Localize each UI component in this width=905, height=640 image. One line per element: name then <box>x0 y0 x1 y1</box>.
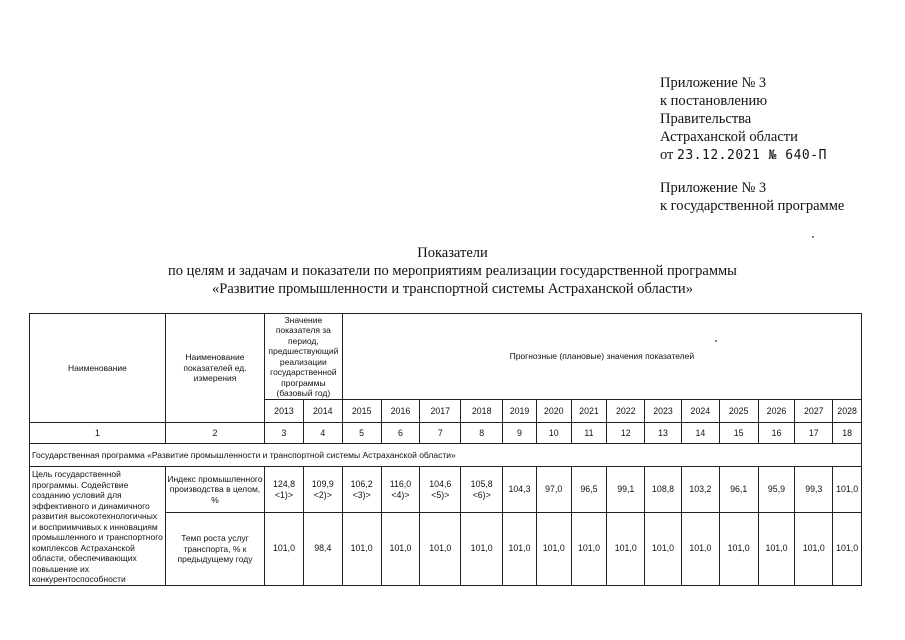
year-header-cell: 2024 <box>681 400 719 423</box>
value-cell <box>681 467 719 513</box>
value-cell <box>758 513 795 585</box>
value-number: 109,9 <box>311 478 334 489</box>
value-wrapper <box>573 484 606 495</box>
value-cell <box>645 467 682 513</box>
value-number: 103,2 <box>689 484 712 495</box>
value-number: 101,0 <box>542 543 565 554</box>
value-cell <box>607 467 645 513</box>
value-number: 108,8 <box>652 484 675 495</box>
annex-resolution-line: Астраханской области <box>660 129 798 145</box>
value-cell <box>795 513 833 585</box>
value-wrapper <box>266 479 302 501</box>
value-wrapper <box>646 484 680 495</box>
value-number: 101,0 <box>836 543 859 554</box>
column-number-cell: 12 <box>607 423 645 444</box>
value-wrapper <box>683 484 718 495</box>
year-header-cell: 2023 <box>645 400 682 423</box>
column-number-cell: 7 <box>420 423 461 444</box>
value-cell <box>833 467 862 513</box>
value-wrapper <box>266 543 302 554</box>
year-header-cell: 2017 <box>420 400 461 423</box>
column-number-cell: 1 <box>30 423 166 444</box>
annex-resolution-line: к постановлению <box>660 93 768 109</box>
value-wrapper <box>760 543 794 554</box>
value-wrapper <box>504 484 535 495</box>
column-number-cell: 3 <box>265 423 304 444</box>
value-cell <box>461 467 503 513</box>
year-header-cell: 2015 <box>342 400 381 423</box>
value-cell <box>719 467 758 513</box>
value-number: 101,0 <box>429 543 452 554</box>
header-indicator: Наименование показателей ед. измерения <box>165 314 264 423</box>
value-number: 101,0 <box>272 543 295 554</box>
value-cell <box>265 467 304 513</box>
value-cell <box>536 467 571 513</box>
value-cell <box>758 467 795 513</box>
year-header-cell: 2019 <box>503 400 537 423</box>
value-number: 95,9 <box>767 484 786 495</box>
year-header-cell: 2018 <box>461 400 503 423</box>
value-cell <box>607 513 645 585</box>
goal-cell: Цель государственной программы. Содействие созданию условий для эффективного и динамичного развития высокотехнологичных и восприимчивых к инновациям промышленного и транспортного комплексов Астраханской области, обеспечивающих повышение их конкурентоспособности <box>30 467 166 586</box>
column-number-cell: 6 <box>381 423 420 444</box>
value-number: 116,0 <box>389 478 412 489</box>
indicator-row <box>30 467 862 513</box>
column-number-cell: 9 <box>503 423 537 444</box>
value-wrapper <box>608 484 643 495</box>
value-footnote-ref: <5)> <box>431 489 450 500</box>
value-wrapper <box>421 479 459 501</box>
value-cell <box>503 467 537 513</box>
value-number: 101,0 <box>389 543 412 554</box>
indicator-name-cell: Темп роста услуг транспорта, % к предыдущему году <box>165 513 264 585</box>
value-number: 99,1 <box>617 484 635 495</box>
column-number-cell: 4 <box>303 423 342 444</box>
year-header-cell: 2020 <box>536 400 571 423</box>
value-wrapper <box>538 484 570 495</box>
value-number: 104,3 <box>508 484 531 495</box>
annex-resolution-title: Приложение № 3 <box>660 75 767 91</box>
value-wrapper <box>504 543 535 554</box>
value-wrapper <box>796 484 831 495</box>
value-cell <box>303 513 342 585</box>
value-wrapper <box>834 543 860 554</box>
year-header-cell: 2026 <box>758 400 795 423</box>
value-number: 98,4 <box>314 543 332 554</box>
value-number: 101,0 <box>836 484 859 495</box>
value-number: 101,0 <box>577 543 600 554</box>
value-cell <box>536 513 571 585</box>
value-number: 96,5 <box>580 484 598 495</box>
value-number: 101,0 <box>652 543 675 554</box>
year-header-cell: 2028 <box>833 400 862 423</box>
column-number-cell: 13 <box>645 423 682 444</box>
value-wrapper <box>796 543 831 554</box>
value-wrapper <box>383 479 419 501</box>
header-name: Наименование <box>30 314 166 423</box>
indicator-name-cell: Индекс промышленного производства в целом, % <box>165 467 264 513</box>
header-forecast: Прогнозные (плановые) значения показателей <box>342 314 861 400</box>
value-cell <box>342 467 381 513</box>
value-number: 101,0 <box>727 543 750 554</box>
value-footnote-ref: <6)> <box>472 489 491 500</box>
column-number-cell: 14 <box>681 423 719 444</box>
value-wrapper <box>760 484 794 495</box>
header-base-values: Значение показателя за период, предшествующий реализации государственной программы (базовый год) <box>265 314 343 400</box>
annex-resolution-block <box>660 74 827 165</box>
year-header-cell: 2022 <box>607 400 645 423</box>
value-wrapper <box>573 543 606 554</box>
value-cell <box>645 513 682 585</box>
scan-speck <box>812 236 814 238</box>
value-number: 124,8 <box>272 478 295 489</box>
column-number-cell: 16 <box>758 423 795 444</box>
value-number: 96,1 <box>730 484 748 495</box>
column-number-cell: 10 <box>536 423 571 444</box>
heading-title: Показатели <box>417 245 488 261</box>
value-number: 101,0 <box>350 543 373 554</box>
column-number-cell: 18 <box>833 423 862 444</box>
value-cell <box>795 467 833 513</box>
value-number: 105,8 <box>470 478 493 489</box>
value-cell <box>381 513 420 585</box>
column-number-cell: 17 <box>795 423 833 444</box>
value-wrapper <box>462 543 501 554</box>
value-number: 101,0 <box>689 543 712 554</box>
annex-resolution-line: Правительства <box>660 111 752 127</box>
column-number-cell: 11 <box>571 423 607 444</box>
program-title-cell: Государственная программа «Развитие промышленности и транспортной системы Астраханской области» <box>30 444 862 467</box>
value-footnote-ref: <2)> <box>313 489 332 500</box>
year-header-cell: 2021 <box>571 400 607 423</box>
value-wrapper <box>305 479 341 501</box>
value-number: 101,0 <box>470 543 493 554</box>
year-header-cell: 2014 <box>303 400 342 423</box>
value-number: 106,2 <box>350 478 373 489</box>
value-wrapper <box>462 479 501 501</box>
column-number-cell: 15 <box>719 423 758 444</box>
value-cell <box>503 513 537 585</box>
date-prefix: от <box>660 147 674 163</box>
column-numbers-row <box>30 423 862 444</box>
heading-subtitle: по целям и задачам и показатели по мероприятиям реализации государственной программы <box>168 263 737 279</box>
indicators-table <box>29 313 862 586</box>
year-header-cell: 2027 <box>795 400 833 423</box>
year-header-cell: 2025 <box>719 400 758 423</box>
value-footnote-ref: <1)> <box>274 489 294 500</box>
value-cell <box>461 513 503 585</box>
column-number-cell: 8 <box>461 423 503 444</box>
value-cell <box>265 513 304 585</box>
annex-program-line: к государственной программе <box>660 198 845 214</box>
column-number-cell: 5 <box>342 423 381 444</box>
value-cell <box>719 513 758 585</box>
value-number: 104,6 <box>429 478 452 489</box>
value-cell <box>681 513 719 585</box>
annex-resolution-date <box>660 146 827 165</box>
heading-program-name: «Развитие промышленности и транспортной системы Астраханской области» <box>212 281 693 297</box>
date-number: 23.12.2021 № 640-П <box>677 148 827 163</box>
value-cell <box>342 513 381 585</box>
value-footnote-ref: <3)> <box>352 489 371 500</box>
value-number: 101,0 <box>614 543 637 554</box>
program-row <box>30 444 862 467</box>
value-wrapper <box>608 543 643 554</box>
value-wrapper <box>721 543 757 554</box>
value-cell <box>420 513 461 585</box>
year-header-cell: 2013 <box>265 400 304 423</box>
value-wrapper <box>721 484 757 495</box>
value-wrapper <box>305 543 341 554</box>
value-wrapper <box>421 543 459 554</box>
document-heading <box>0 244 905 298</box>
value-number: 97,0 <box>545 484 563 495</box>
value-cell <box>571 467 607 513</box>
value-number: 101,0 <box>508 543 531 554</box>
header-row <box>30 314 862 400</box>
value-wrapper <box>538 543 570 554</box>
value-cell <box>303 467 342 513</box>
column-number-cell: 2 <box>165 423 264 444</box>
value-footnote-ref: <4)> <box>391 489 410 500</box>
value-wrapper <box>646 543 680 554</box>
value-wrapper <box>834 484 860 495</box>
value-number: 101,0 <box>765 543 788 554</box>
value-wrapper <box>683 543 718 554</box>
value-wrapper <box>344 479 380 501</box>
value-number: 101,0 <box>802 543 825 554</box>
value-wrapper <box>383 543 419 554</box>
annex-program-title: Приложение № 3 <box>660 180 767 196</box>
value-number: 99,3 <box>805 484 823 495</box>
value-wrapper <box>344 543 380 554</box>
value-cell <box>381 467 420 513</box>
year-header-cell: 2016 <box>381 400 420 423</box>
annex-program-block <box>660 179 844 215</box>
value-cell <box>420 467 461 513</box>
value-cell <box>571 513 607 585</box>
value-cell <box>833 513 862 585</box>
